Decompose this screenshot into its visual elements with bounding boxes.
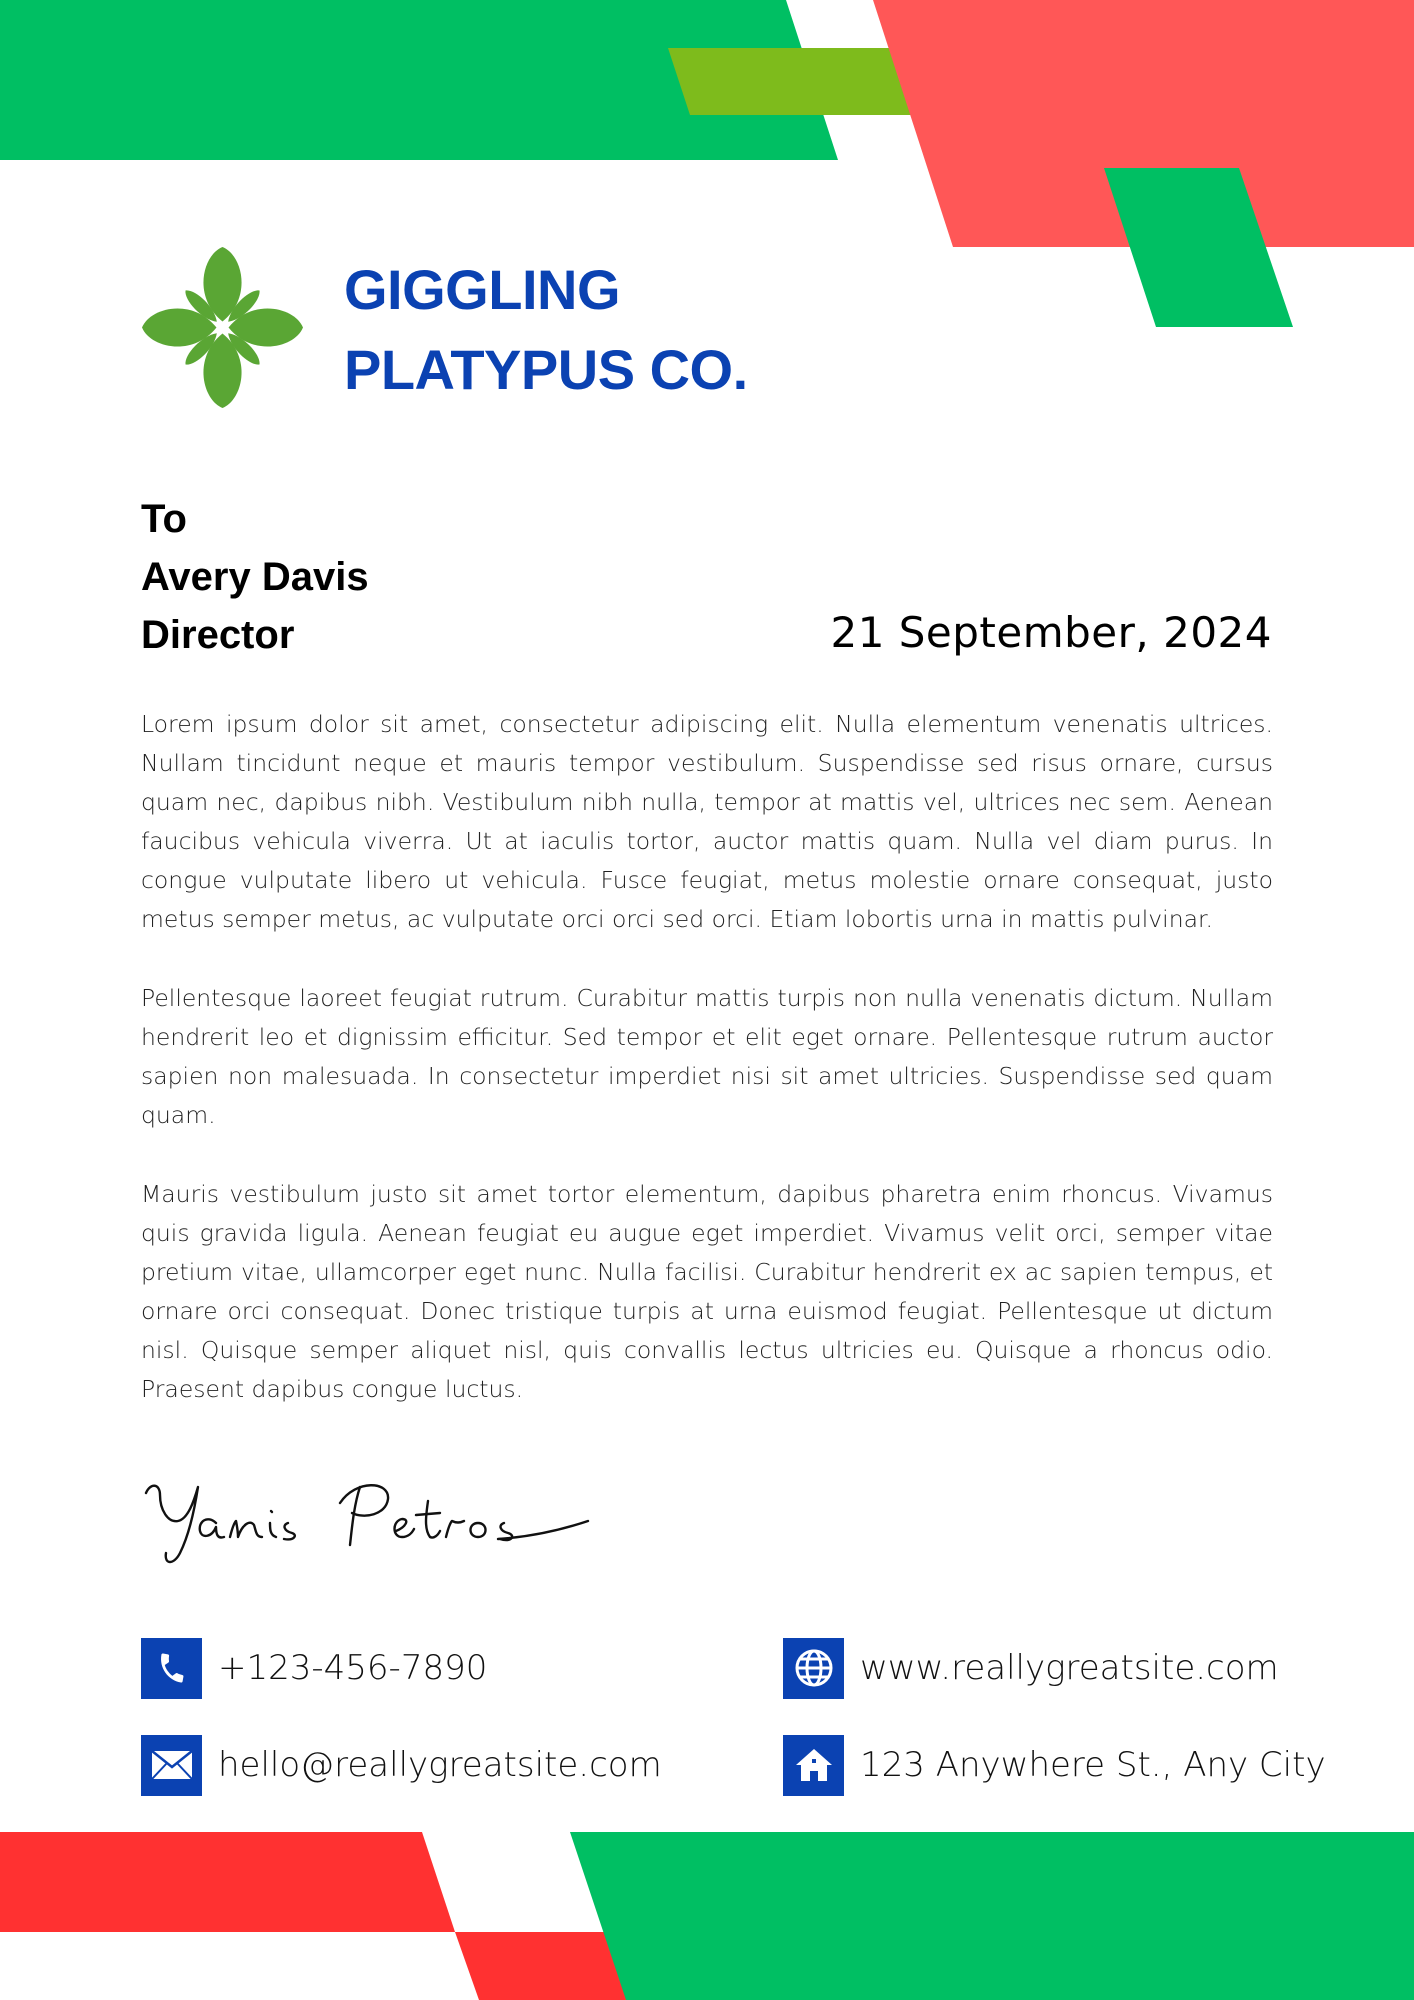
body-paragraph-1: Lorem ipsum dolor sit amet, consectetur adipiscing elit. Nulla elementum venenatis ultrices. Nullam tincidunt neque et mauris tempor vestibulum. Suspendisse sed risus ornare, cursus quam nec, dapibus nibh. Vestibulum nibh nulla, tempor at mattis vel, ultrices nec sem. Aenean faucibus vehicula viverra. Ut at iaculis tortor, auctor mattis quam. Nulla vel diam purus. In congue vulputate libero ut vehicula. Fusce feugiat, metus molestie ornare consequat, justo metus semper metus, ac vulputate orci orci sed orci. Etiam lobortis urna in mattis pulvinar. (141, 710, 1273, 933)
recipient-title: Director (141, 613, 295, 657)
flower-logo-icon (140, 245, 305, 410)
recipient-name: Avery Davis (141, 555, 369, 599)
letter-body (141, 705, 1273, 1449)
bottom-red-small (455, 1932, 628, 2000)
letter-date: 21 September, 2024 (830, 608, 1272, 657)
home-icon (783, 1735, 844, 1796)
company-name (344, 250, 748, 410)
top-lime-strip (668, 48, 915, 115)
recipient-block (141, 490, 369, 664)
email-address[interactable]: hello@reallygreatsite.com (218, 1745, 662, 1785)
bottom-green-band (570, 1832, 1414, 2000)
contact-phone (141, 1637, 487, 1699)
website-url[interactable]: www.reallygreatsite.com (860, 1648, 1279, 1688)
phone-icon (141, 1638, 202, 1699)
contact-email (141, 1734, 662, 1796)
envelope-icon (141, 1735, 202, 1796)
recipient-to: To (141, 497, 187, 541)
body-paragraph-3: Mauris vestibulum justo sit amet tortor elementum, dapibus pharetra enim rhoncus. Vivamus quis gravida ligula. Aenean feugiat eu augue eget imperdiet. Vivamus velit orci, semper vitae pretium vitae, ullamcorper eget nunc. Nulla facilisi. Curabitur hendrerit ex ac sapien tempus, et ornare orci consequat. Donec tristique turpis at urna euismod feugiat. Pellentesque ut dictum nisl. Quisque semper aliquet nisl, quis convallis lectus ultricies eu. Quisque a rhoncus odio. Praesent dapibus congue luctus. (141, 1180, 1273, 1403)
company-name-line1: GIGGLING (344, 258, 620, 321)
phone-number[interactable]: +123-456-7890 (218, 1648, 488, 1688)
company-name-line2: PLATYPUS CO. (344, 338, 748, 401)
street-address: 123 Anywhere St., Any City (860, 1745, 1326, 1785)
bottom-red-band (0, 1832, 455, 1932)
contact-website (783, 1637, 1279, 1699)
contact-address (783, 1734, 1326, 1796)
body-paragraph-2: Pellentesque laoreet feugiat rutrum. Curabitur mattis turpis non nulla venenatis dictum. Nullam hendrerit leo et dignissim efficitur. Sed tempor et elit eget ornare. Pellentesque rutrum auctor sapien non malesuada. In consectetur imperdiet nisi sit amet ultricies. Suspendisse sed quam quam. (141, 984, 1273, 1129)
signature (138, 1465, 598, 1575)
globe-icon (783, 1638, 844, 1699)
